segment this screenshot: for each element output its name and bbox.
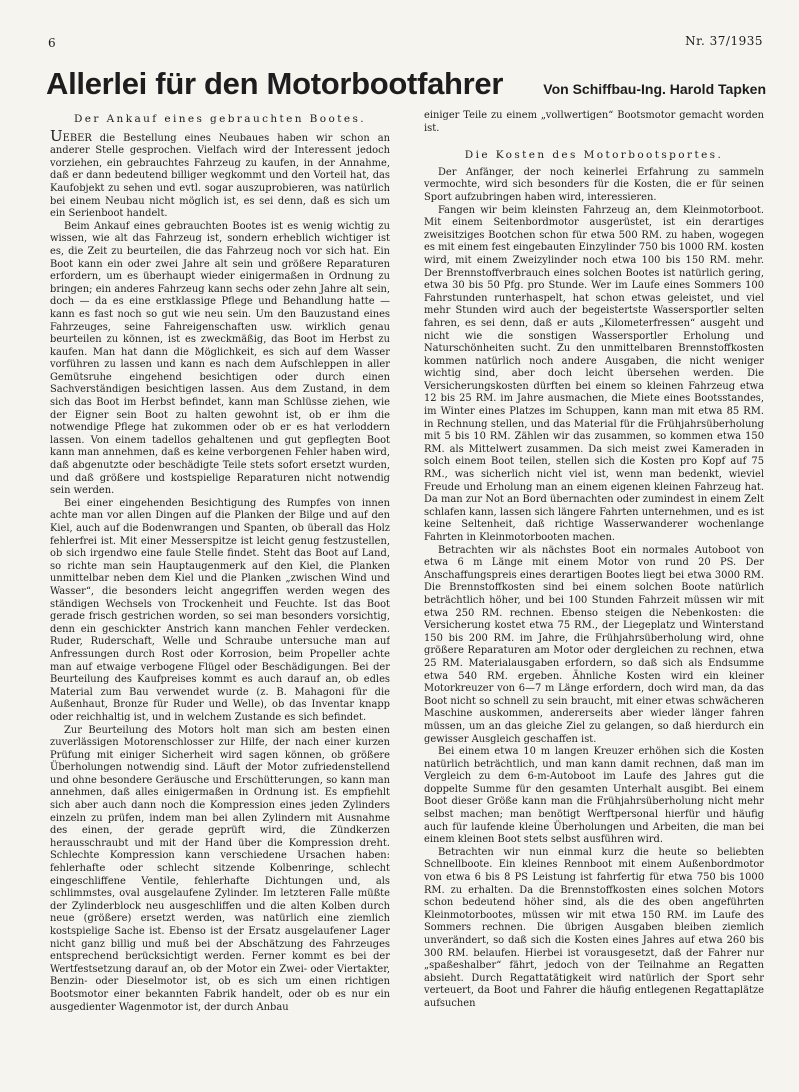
section-title-kosten: Die Kosten des Motorbootsportes. bbox=[464, 149, 724, 162]
paragraph: Zur Beurteilung des Motors holt man sich am besten einen zuverlässigen Motorenschlosser zur Hilfe, der nach einer kurzen Prüfung mit einiger Sicherheit wird sagen können, ob größere Überholungen notwendig sind. Läuft der Motor zufriedenstellend und ohne besondere Geräusche und Erschütterungen, so kann man annehmen, daß alles einigermaßen in Ordnung ist. Es empfiehlt sich aber auch dann noch die Kompression eines jeden Zylinders einzeln zu prüfen, indem man bei allen Zylindern mit Ausnahme des einen, der gerade geprüft wird, die Zündkerzen herausschraubt und mit der Hand über die Kompression dreht. Schlechte Kompression kann verschiedene Ursachen haben: fehlerhafte oder schlecht sitzende Kolbenringe, schlecht eingeschliffene Ventile, fehlerhafte Dichtungen und, als schlimmstes, oval ausgelaufene Zylinder. Im letzteren Falle müßte der Zylinderblock neu ausgeschliffen und die alten Kolben durch neue (größere) ersetzt werden, was natürlich eine ziemlich kostspielige Sache ist. Ebenso ist der Ersatz ausgelaufener Lager nicht ganz billig und muß bei der Abschätzung des Fahrzeuges entsprechend berücksichtigt werden. Ferner kommt es bei der Wertfestsetzung darauf an, ob der Motor ein Zwei- oder Viertakter, Benzin- oder Dieselmotor ist, ob es sich um einen richtigen Bootsmotor einer bekannten Fabrik handelt, oder ob es nur ein ausgedienter Wagenmotor ist, der durch Anbau bbox=[50, 724, 390, 1013]
paragraph: Betrachten wir als nächstes Boot ein normales Autoboot von etwa 6 m Länge mit einem Motor von rund 20 PS. Der Anschaffungspreis eines derartigen Bootes liegt bei etwa 3000 RM. Die Brennstoffkosten sind bei einem solchen Boote natürlich beträchtlich höher, und bei 100 Stunden Fahrzeit müssen wir mit etwa 250 RM. rechnen. Ebenso steigen die Nebenkosten: die Versicherung kostet etwa 75 RM., der Liegeplatz und Winterstand 150 bis 200 RM. im Jahre, die Frühjahrsüberholung wird, ohne größere Reparaturen am Motor oder dergleichen zu rechnen, etwa 25 RM. Materialausgaben erfordern, so daß sich als Endsumme etwa 540 RM. ergeben. Ähnliche Kosten wird ein kleiner Motorkreuzer von 6—7 m Länge erfordern, doch wird man, da das Boot nicht so schnell zu sein braucht, mit einer etwas schwächeren Maschine auskommen, andererseits aber wieder länger fahren müssen, um an das gleiche Ziel zu gelangen, so daß hierdurch ein gewisser Ausgleich geschaffen ist. bbox=[424, 544, 764, 745]
paragraph: Beim Ankauf eines gebrauchten Bootes ist es wenig wichtig zu wissen, wie alt das Fahrzeug ist, sondern erheblich wichtiger ist es, die Zeit zu beurteilen, die das Fahrzeug noch vor sich hat. Ein Boot kann ein oder zwei Jahre alt sein und größere Reparaturen erfordern, um es überhaupt wieder einigermaßen in Ordnung zu bringen; ein anderes Fahrzeug kann sechs oder zehn Jahre alt sein, doch — da es eine erstklassige Pflege und Behandlung hatte — kann es fast noch so gut wie neu sein. Um den Bauzustand eines Fahrzeuges, seine Fahreigenschaften usw. wirklich genau beurteilen zu können, ist es zweckmäßig, das Boot im Herbst zu kaufen. Man hat dann die Möglichkeit, es sich auf dem Wasser vorführen zu lassen und kann es nach dem Aufschleppen in aller Gemütsruhe eingehend besichtigen oder durch einen Sachverständigen besichtigen lassen. Aus dem Zustand, in dem sich das Boot im Herbst befindet, kann man Schlüsse ziehen, wie der Eigner sein Boot zu halten gewohnt ist, ob er ihm die notwendige Pflege hat zukommen oder ob er es hat verloddern lassen. Von einem tadellos gehaltenen und gut gepflegten Boot kann man annehmen, daß es keine verborgenen Fehler haben wird, daß abgenutzte oder beschädigte Teile stets sofort ersetzt wurden, und daß größere und kostspielige Reparaturen nicht notwendig sein werden. bbox=[50, 220, 390, 497]
page-number: 6 bbox=[48, 36, 56, 50]
paragraph: Bei einer eingehenden Besichtigung des Rumpfes von innen achte man vor allen Dingen auf die Planken der Bilge und auf den Kiel, auch auf die Bodenwrangen und Spanten, ob überall das Holz fehlerfrei ist. Mit einer Messerspitze ist leicht genug festzustellen, ob sich irgendwo eine faule Stelle findet. Steht das Boot auf Land, so richte man sein Hauptaugenmerk auf den Kiel, die Planken unmittelbar neben dem Kiel und die Planken „zwischen Wind und Wasser“, die besonders leicht angegriffen werden wegen des ständigen Wechsels von Trockenheit und Feuchte. Ist das Boot gerade frisch gestrichen worden, so sei man besonders vorsichtig, denn ein geschickter Anstrich kann manchen Fehler verdecken. Ruder, Ruderschaft, Welle und Schraube untersuche man auf Anfressungen durch Rost oder Korrosion, beim Propeller achte man auf etwaige verbogene Flügel oder Beschädigungen. Bei der Beurteilung des Kaufpreises kommt es auch darauf an, ob edles Material zum Bau verwendet wurde (z. B. Mahagoni für die Außenhaut, Bronze für Ruder und Welle), ob das Inventar knapp oder reichhaltig ist, und in welchem Zustande es sich befindet. bbox=[50, 497, 390, 723]
right-column bbox=[424, 110, 764, 1082]
headline bbox=[46, 66, 766, 102]
paragraph bbox=[50, 126, 390, 221]
left-column bbox=[50, 110, 390, 1082]
paragraph-text: EBER die Bestellung eines Neubaues haben wir schon an anderer Stelle gesprochen. Vielfach wird der Interessent jedoch vorziehen, ein gebrauchtes Fahrzeug zu kaufen, in der Annahme, daß er dann bedeutend billiger wegkommt und den Vorteil hat, das Kaufobjekt zu sehen und evtl. sogar auszuprobieren, was natürlich bei einem Neubau nicht möglich ist, es sei denn, daß es sich um ein Serienboot handelt. bbox=[50, 132, 390, 220]
paragraph-continued: einiger Teile zu einem „vollwertigen“ Bootsmotor gemacht worden ist. bbox=[424, 110, 764, 134]
article-byline: Von Schiffbau-Ing. Harold Tapken bbox=[543, 81, 766, 97]
article-title: Allerlei für den Motorbootfahrer bbox=[46, 66, 504, 101]
paragraph: Fangen wir beim kleinsten Fahrzeug an, dem Kleinmotorboot. Mit einem Seitenbordmotor ausgerüstet, ist ein derartiges zweisitziges Bootchen schon für etwa 500 RM. zu haben, wogegen es mit einem fest eingebauten Einzylinder 750 bis 1000 RM. kosten wird, mit einem Zweizylinder noch etwa 100 bis 150 RM. mehr. Der Brennstoffverbrauch eines solchen Bootes ist natürlich gering, etwa 30 bis 50 Pfg. pro Stunde. Wer im Laufe eines Sommers 100 Fahrstunden runterhaspelt, hat schon etwas geleistet, und viel mehr Stunden wird auch der begeistertste Wassersportler selten fahren, es sei denn, daß er auts „Kilometerfressen“ ausgeht und nicht wie die sonstigen Wassersportler Erholung und Naturschönheiten sucht. Zu den unmittelbaren Brennstoffkosten kommen natürlich noch andere Ausgaben, die nicht weniger wichtig sind, aber doch leicht übersehen werden. Die Versicherungskosten dürften bei einem so kleinen Fahrzeug etwa 12 bis 25 RM. im Jahre ausmachen, die Miete eines Bootsstandes, im Winter eines Platzes im Schuppen, kann man mit etwa 85 RM. in Rechnung stellen, und das Material für die Frühjahrsüberholung mit 5 bis 10 RM. Zählen wir das zusammen, so kommen etwa 150 RM. als Mittelwert zusammen. Da sich meist zwei Kameraden in solch einem Boot teilen, stellen sich die Kosten pro Kopf auf 75 RM., was sicherlich nicht viel ist, wenn man bedenkt, wieviel Freude und Erholung man an einem eigenen kleinen Fahrzeug hat. Da man zur Not an Bord übernachten oder zumindest in einem Zelt schlafen kann, lassen sich längere Fahrten unternehmen, und es ist keine Seltenheit, daß richtige Wasserwanderer wochenlange Fahrten in Kleinmotorbooten machen. bbox=[424, 204, 764, 543]
paragraph: Betrachten wir nun einmal kurz die heute so beliebten Schnellboote. Ein kleines Rennboot mit einem Außenbordmotor von etwa 6 bis 8 PS Leistung ist fahrfertig für etwa 750 bis 1000 RM. zu erhalten. Da die Brennstoffkosten eines solchen Motors schon bedeutend höher sind, als die des oben angeführten Kleinmotorbootes, müssen wir mit etwa 150 RM. im Laufe des Sommers rechnen. Die übrigen Ausgaben bleiben ziemlich unverändert, so daß sich die Kosten eines Jahres auf etwa 260 bis 300 RM. belaufen. Hierbei ist vorausgesetzt, daß der Fahrer nur „spaßeshalber“ fährt, jedoch von der Teilnahme an Regatten absieht. Durch Regattatätigkeit wird natürlich der Sport sehr verteuert, da Boot und Fahrer die häufig entlegenen Regattaplätze aufsuchen bbox=[424, 846, 764, 1009]
paragraph: Der Anfänger, der noch keinerlei Erfahrung zu sammeln vermochte, wird sich besonders für die Kosten, die er für seinen Sport aufzubringen haben wird, interessieren. bbox=[424, 166, 764, 203]
issue-number: Nr. 37/1935 bbox=[685, 34, 763, 48]
drop-cap: U bbox=[50, 126, 63, 145]
paragraph: Bei einem etwa 10 m langen Kreuzer erhöhen sich die Kosten natürlich beträchtlich, und man kann damit rechnen, daß man im Vergleich zu dem 6-m-Autoboot im Laufe des Jahres gut die doppelte Summe für den gesamten Unterhalt ausgibt. Bei einem Boot dieser Größe kann man die Frühjahrsüberholung nicht mehr selbst machen; man benötigt Werftpersonal hierfür und häufig auch für laufende kleine Überholungen und Arbeiten, die man bei einem kleinen Boot stets selbst ausführen wird. bbox=[424, 746, 764, 846]
section-title-ankauf: Der Ankauf eines gebrauchten Bootes. bbox=[73, 113, 366, 125]
